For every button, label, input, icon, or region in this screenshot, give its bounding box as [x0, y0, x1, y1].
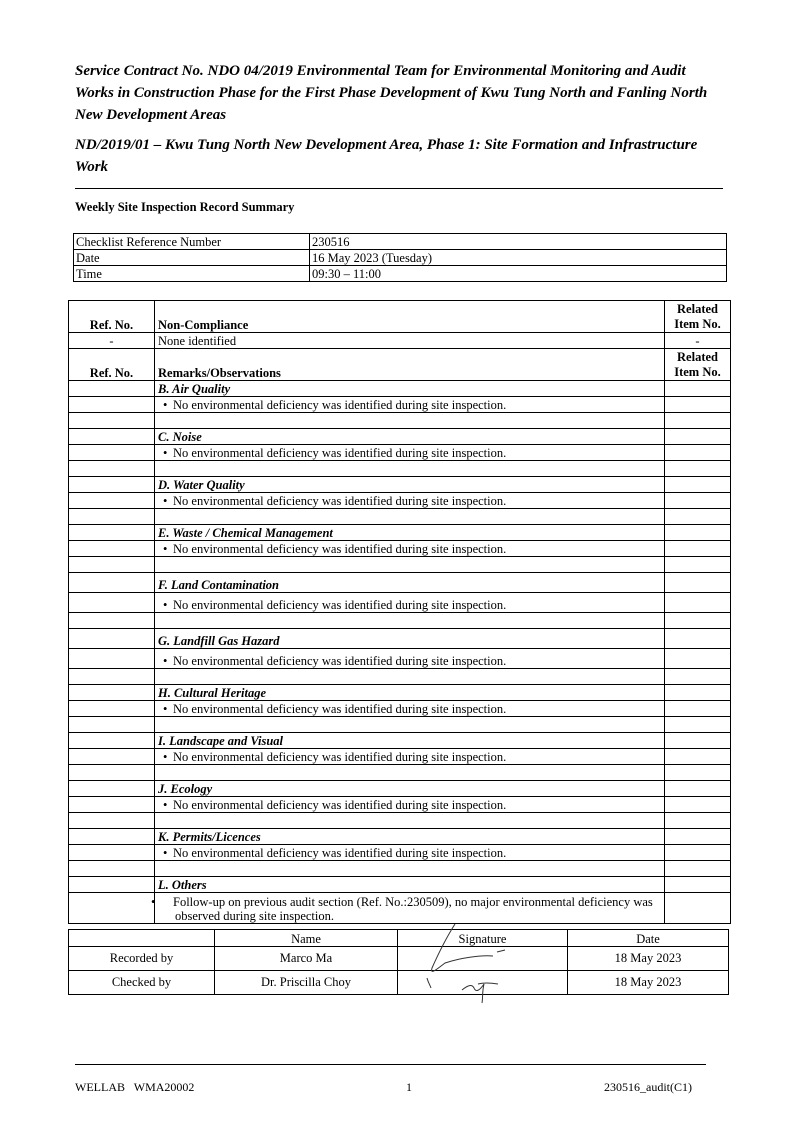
- ref-cell: [69, 413, 155, 429]
- related-cell: [665, 557, 731, 573]
- table-row: [69, 845, 731, 861]
- observation-text: No environmental deficiency was identified during site inspection.: [173, 750, 507, 764]
- section-title: K. Permits/Licences: [155, 829, 665, 845]
- related-cell: [665, 461, 731, 477]
- footer-right: 230516_audit(C1): [604, 1080, 692, 1094]
- table-row: [69, 893, 731, 924]
- section-title: H. Cultural Heritage: [155, 685, 665, 701]
- section-observation: [155, 541, 665, 557]
- bullet-icon: •: [163, 494, 168, 508]
- footer-divider: [75, 1064, 706, 1065]
- bullet-icon: •: [163, 702, 168, 716]
- section-title: D. Water Quality: [155, 477, 665, 493]
- related-cell: [665, 733, 731, 749]
- table-row: [69, 613, 731, 629]
- ref-cell: [69, 429, 155, 445]
- related-cell: [665, 685, 731, 701]
- sections-body: [69, 381, 731, 924]
- section-observation: [155, 749, 665, 765]
- bullet-icon: •: [163, 542, 168, 556]
- ref-cell: [69, 749, 155, 765]
- table-row: [69, 649, 731, 669]
- ref-cell: [69, 613, 155, 629]
- nc-text: None identified: [155, 333, 665, 349]
- spacer-cell: [155, 413, 665, 429]
- related-cell: [665, 397, 731, 413]
- signoff-corner: [69, 930, 215, 947]
- reference-table: [73, 233, 727, 282]
- table-row: [69, 861, 731, 877]
- section-observation: [155, 445, 665, 461]
- section-title: L. Others: [155, 877, 665, 893]
- ref-cell: [69, 845, 155, 861]
- footer-left: WELLAB WMA20002: [75, 1080, 195, 1094]
- date-value: 16 May 2023 (Tuesday): [310, 250, 727, 266]
- table-row: [69, 877, 731, 893]
- related-cell: [665, 893, 731, 924]
- table-row: [69, 829, 731, 845]
- bullet-icon: •: [163, 654, 168, 668]
- table-header-row: [69, 349, 731, 381]
- observation-text: No environmental deficiency was identified during site inspection.: [173, 446, 507, 460]
- document-header: [75, 60, 723, 178]
- table-row: [74, 234, 727, 250]
- ref-cell: [69, 461, 155, 477]
- table-row: [74, 266, 727, 282]
- spacer-cell: [155, 461, 665, 477]
- related-cell: [665, 877, 731, 893]
- nc-ref: -: [69, 333, 155, 349]
- ref-cell: [69, 493, 155, 509]
- ref-cell: [69, 397, 155, 413]
- signoff-table: [68, 929, 729, 995]
- bullet-icon: •: [163, 398, 168, 412]
- ref-cell: [69, 573, 155, 593]
- table-row: [69, 429, 731, 445]
- checked-by-date: 18 May 2023: [568, 971, 729, 995]
- checked-by-signature: [398, 971, 568, 995]
- ref-cell: [69, 669, 155, 685]
- section-observation: [155, 493, 665, 509]
- bullet-icon: •: [163, 798, 168, 812]
- related-cell: [665, 493, 731, 509]
- table-row: [69, 701, 731, 717]
- bullet-icon: •: [151, 895, 156, 909]
- section-observation: [151, 893, 665, 924]
- table-row: [69, 797, 731, 813]
- related-cell: [665, 649, 731, 669]
- section-observation: [155, 701, 665, 717]
- ref-cell: [69, 781, 155, 797]
- section-observation: [155, 649, 665, 669]
- recorded-by-label: Recorded by: [69, 947, 215, 971]
- ref-cell: [69, 649, 155, 669]
- table-row: [69, 971, 729, 995]
- table-row: [69, 333, 731, 349]
- related-cell: [665, 829, 731, 845]
- ref-cell: [69, 717, 155, 733]
- section-observation: [155, 845, 665, 861]
- related-cell: [665, 629, 731, 649]
- table-row: [69, 573, 731, 593]
- ref-cell: [69, 525, 155, 541]
- spacer-cell: [155, 765, 665, 781]
- spacer-cell: [155, 613, 665, 629]
- observation-text: No environmental deficiency was identified during site inspection.: [173, 598, 507, 612]
- ref-cell: [69, 593, 155, 613]
- table-row: [69, 525, 731, 541]
- ref-cell: [69, 381, 155, 397]
- spacer-cell: [155, 861, 665, 877]
- ref-cell: [69, 557, 155, 573]
- ref-cell: [69, 829, 155, 845]
- related-cell: [665, 701, 731, 717]
- section-observation: [155, 593, 665, 613]
- col-related-header: Related Item No.: [665, 349, 731, 381]
- reference-value: 230516: [310, 234, 727, 250]
- spacer-cell: [155, 717, 665, 733]
- table-row: [69, 947, 729, 971]
- col-signature-header: Signature: [398, 930, 568, 947]
- ref-cell: [69, 685, 155, 701]
- recorded-by-signature: [398, 947, 568, 971]
- related-cell: [665, 845, 731, 861]
- ref-cell: [69, 861, 155, 877]
- section-title: I. Landscape and Visual: [155, 733, 665, 749]
- checked-by-name: Dr. Priscilla Choy: [215, 971, 398, 995]
- section-title: E. Waste / Chemical Management: [155, 525, 665, 541]
- ref-cell: [69, 797, 155, 813]
- contract-title: Service Contract No. NDO 04/2019 Environmental Team for Environmental Monitoring and Audit Works in Construction Phase for the First Phase Development of Kwu Tung North and Fanling North New Development Areas: [75, 63, 708, 123]
- table-row: [69, 413, 731, 429]
- section-observation: [155, 797, 665, 813]
- observation-text: Follow-up on previous audit section (Ref. No.:230509), no major environmental deficiency was observed during site inspection.: [173, 895, 653, 923]
- nc-related: -: [665, 333, 731, 349]
- table-row: [69, 629, 731, 649]
- col-date-header: Date: [568, 930, 729, 947]
- related-cell: [665, 541, 731, 557]
- table-row: [69, 669, 731, 685]
- related-cell: [665, 717, 731, 733]
- observation-text: No environmental deficiency was identified during site inspection.: [173, 494, 507, 508]
- table-row: [69, 781, 731, 797]
- related-cell: [665, 765, 731, 781]
- table-row: [69, 593, 731, 613]
- related-cell: [665, 509, 731, 525]
- bullet-icon: •: [163, 846, 168, 860]
- header-divider: [75, 188, 723, 189]
- related-cell: [665, 573, 731, 593]
- signoff-header-row: [69, 930, 729, 947]
- ref-cell: [69, 509, 155, 525]
- spacer-cell: [155, 813, 665, 829]
- related-cell: [665, 669, 731, 685]
- related-cell: [665, 413, 731, 429]
- related-cell: [665, 781, 731, 797]
- related-cell: [665, 593, 731, 613]
- observation-text: No environmental deficiency was identified during site inspection.: [173, 398, 507, 412]
- table-row: [69, 733, 731, 749]
- section-title: B. Air Quality: [155, 381, 665, 397]
- table-header-row: [69, 301, 731, 333]
- section-title: G. Landfill Gas Hazard: [155, 629, 665, 649]
- ref-cell: [69, 541, 155, 557]
- spacer-cell: [155, 669, 665, 685]
- recorded-by-date: 18 May 2023: [568, 947, 729, 971]
- reference-label: Checklist Reference Number: [74, 234, 310, 250]
- related-cell: [665, 429, 731, 445]
- related-cell: [665, 445, 731, 461]
- ref-cell: [69, 701, 155, 717]
- observation-text: No environmental deficiency was identified during site inspection.: [173, 542, 507, 556]
- observation-text: No environmental deficiency was identified during site inspection.: [173, 654, 507, 668]
- ref-cell: [69, 765, 155, 781]
- table-row: [69, 749, 731, 765]
- ref-cell: [69, 893, 155, 924]
- table-row: [69, 509, 731, 525]
- table-row: [69, 717, 731, 733]
- inspection-table: [68, 300, 731, 924]
- time-label: Time: [74, 266, 310, 282]
- col-name-header: Name: [215, 930, 398, 947]
- bullet-icon: •: [163, 750, 168, 764]
- table-row: [74, 250, 727, 266]
- table-row: [69, 813, 731, 829]
- ref-cell: [69, 629, 155, 649]
- project-title: ND/2019/01 – Kwu Tung North New Development Area, Phase 1: Site Formation and Infrastructure Work: [75, 137, 698, 175]
- observation-text: No environmental deficiency was identified during site inspection.: [173, 702, 507, 716]
- col-ref-header: Ref. No.: [69, 301, 155, 333]
- related-cell: [665, 861, 731, 877]
- section-title: J. Ecology: [155, 781, 665, 797]
- table-row: [69, 477, 731, 493]
- related-cell: [665, 381, 731, 397]
- observation-text: No environmental deficiency was identified during site inspection.: [173, 798, 507, 812]
- ref-cell: [69, 877, 155, 893]
- related-cell: [665, 749, 731, 765]
- table-row: [69, 685, 731, 701]
- ref-cell: [69, 733, 155, 749]
- checked-by-label: Checked by: [69, 971, 215, 995]
- related-cell: [665, 525, 731, 541]
- table-row: [69, 397, 731, 413]
- ref-cell: [69, 477, 155, 493]
- related-cell: [665, 613, 731, 629]
- table-row: [69, 557, 731, 573]
- table-row: [69, 445, 731, 461]
- ref-cell: [69, 813, 155, 829]
- col-remarks-header: Remarks/Observations: [155, 349, 665, 381]
- col-ref-header: Ref. No.: [69, 349, 155, 381]
- col-noncompliance-header: Non-Compliance: [155, 301, 665, 333]
- bullet-icon: •: [163, 598, 168, 612]
- bullet-icon: •: [163, 446, 168, 460]
- related-cell: [665, 813, 731, 829]
- date-label: Date: [74, 250, 310, 266]
- related-cell: [665, 477, 731, 493]
- observation-text: No environmental deficiency was identified during site inspection.: [173, 846, 507, 860]
- ref-cell: [69, 445, 155, 461]
- spacer-cell: [155, 557, 665, 573]
- table-row: [69, 461, 731, 477]
- spacer-cell: [155, 509, 665, 525]
- col-related-header: Related Item No.: [665, 301, 731, 333]
- time-value: 09:30 – 11:00: [310, 266, 727, 282]
- section-title: C. Noise: [155, 429, 665, 445]
- related-cell: [665, 797, 731, 813]
- section-title: F. Land Contamination: [155, 573, 665, 593]
- table-row: [69, 493, 731, 509]
- section-observation: [155, 397, 665, 413]
- table-row: [69, 381, 731, 397]
- page-number: 1: [406, 1080, 412, 1094]
- recorded-by-name: Marco Ma: [215, 947, 398, 971]
- table-row: [69, 541, 731, 557]
- table-row: [69, 765, 731, 781]
- summary-title: Weekly Site Inspection Record Summary: [75, 200, 295, 214]
